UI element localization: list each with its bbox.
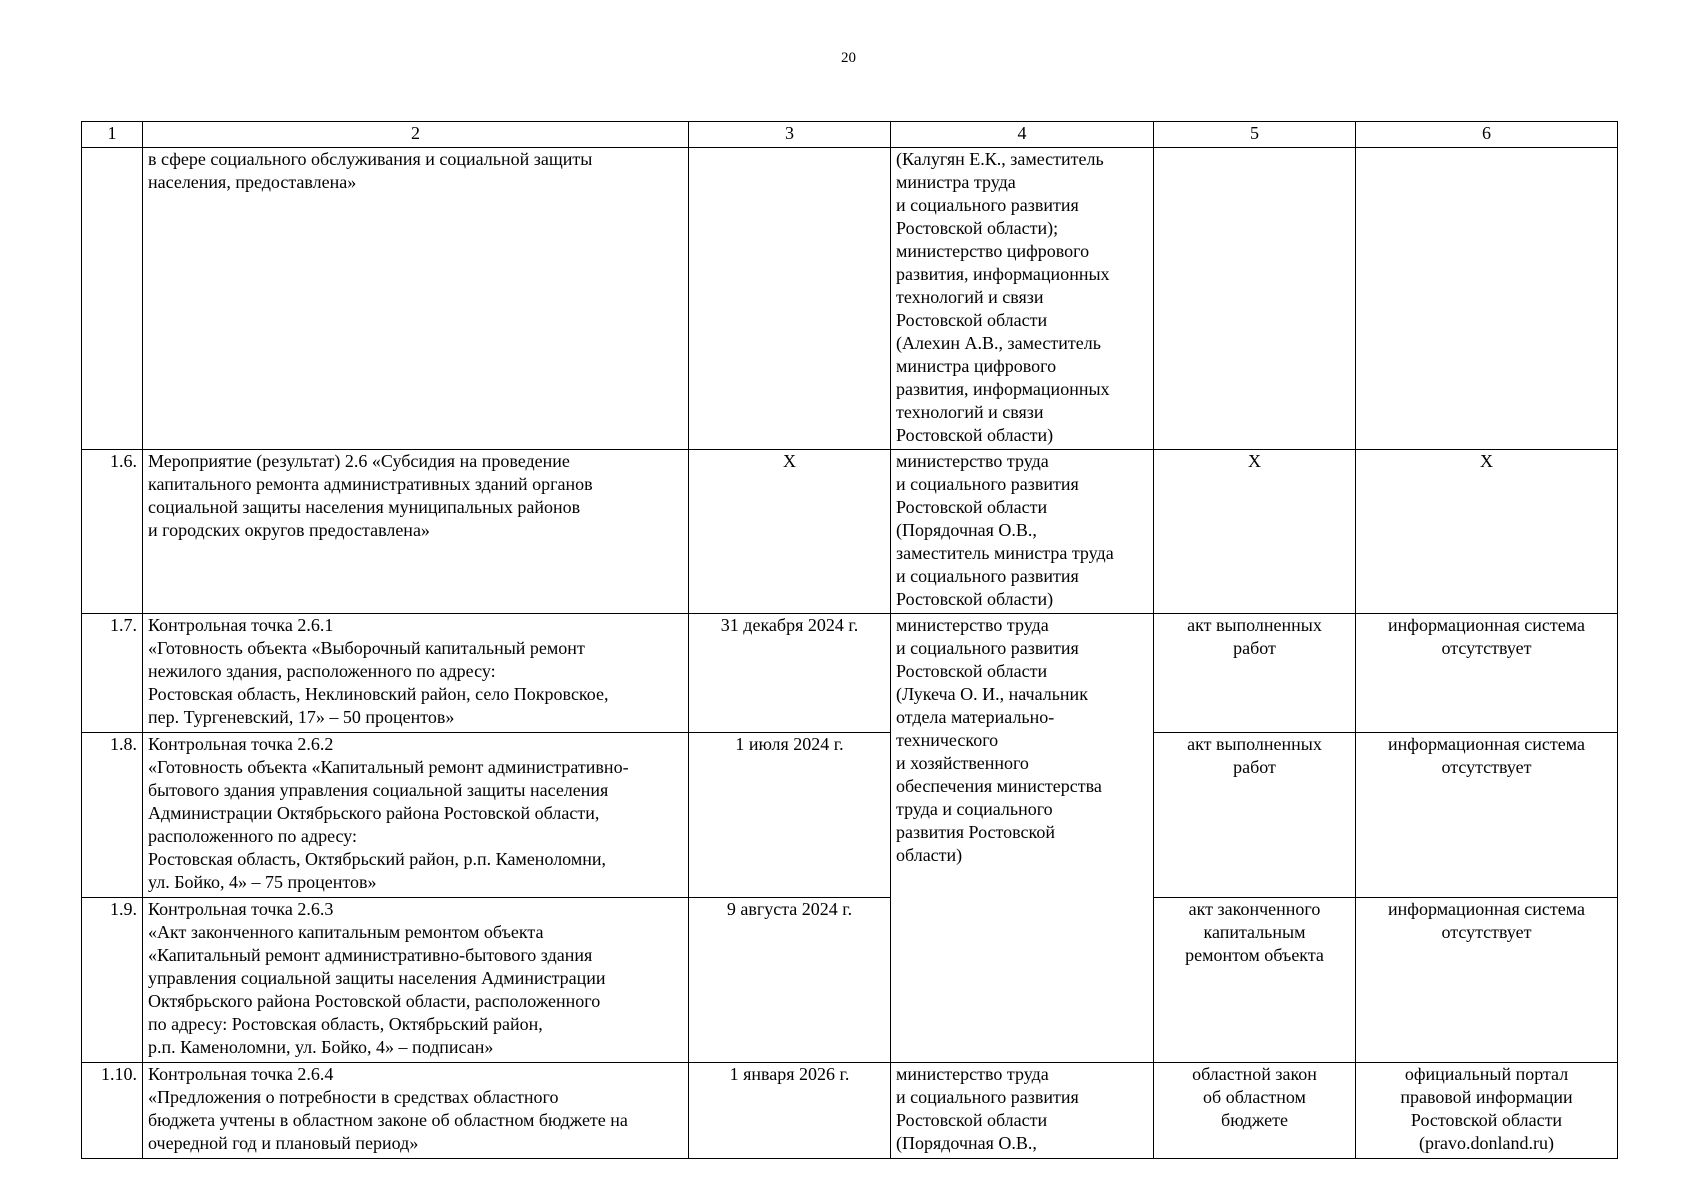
header-cell: 5 (1154, 122, 1356, 148)
row-name: Контрольная точка 2.6.3 «Акт законченного капитальным ремонтом объекта «Капитальный ремонт административно-бытового здания управления социальной защиты населения Администрации Октябрьского района Ростовской области, расположенного по адресу: Ростовская область, Октябрьский район, р.п. Каменоломни, ул. Бойко, 4» – подписан» (143, 898, 689, 1063)
activities-table (81, 121, 1618, 1159)
row-system: информационная система отсутствует (1356, 614, 1618, 733)
row-document: Х (1154, 450, 1356, 614)
row-number: 1.9. (82, 898, 143, 1063)
row-date: 1 июля 2024 г. (689, 733, 891, 898)
header-cell: 4 (891, 122, 1154, 148)
table-row (82, 450, 1618, 614)
row-document (1154, 148, 1356, 450)
row-name: Контрольная точка 2.6.1 «Готовность объекта «Выборочный капитальный ремонт нежилого здания, расположенного по адресу: Ростовская область, Неклиновский район, село Покровское, пер. Тургеневский, 17» – 50 процентов» (143, 614, 689, 733)
header-cell: 2 (143, 122, 689, 148)
row-number: 1.6. (82, 450, 143, 614)
row-system: информационная система отсутствует (1356, 898, 1618, 1063)
table-row (82, 1063, 1618, 1159)
page-number: 20 (841, 50, 856, 66)
row-number: 1.8. (82, 733, 143, 898)
header-cell: 1 (82, 122, 143, 148)
row-name: Контрольная точка 2.6.2 «Готовность объекта «Капитальный ремонт административно- бытового здания управления социальной защиты населения Администрации Октябрьского района Ростовской области, расположенного по адресу: Ростовская область, Октябрьский район, р.п. Каменоломни, ул. Бойко, 4» – 75 процентов» (143, 733, 689, 898)
table-header-row (82, 122, 1618, 148)
row-number (82, 148, 143, 450)
row-responsible: (Калугян Е.К., заместитель министра труда и социального развития Ростовской области); министерство цифрового развития, информационных технологий и связи Ростовской области (Алехин А.В., заместитель министра цифрового развития, информационных технологий и связи Ростовской области) (891, 148, 1154, 450)
header-cell: 6 (1356, 122, 1618, 148)
table-row (82, 614, 1618, 733)
table-row (82, 733, 1618, 898)
row-date: 1 января 2026 г. (689, 1063, 891, 1159)
row-system: информационная система отсутствует (1356, 733, 1618, 898)
row-system: Х (1356, 450, 1618, 614)
row-responsible: министерство труда и социального развития Ростовской области (Порядочная О.В., (891, 1063, 1154, 1159)
row-name: Контрольная точка 2.6.4 «Предложения о потребности в средствах областного бюджета учтены в областном законе об областном бюджете на очередной год и плановый период» (143, 1063, 689, 1159)
row-document: акт выполненных работ (1154, 614, 1356, 733)
row-system (1356, 148, 1618, 450)
row-document: областной закон об областном бюджете (1154, 1063, 1356, 1159)
row-name: в сфере социального обслуживания и социальной защиты населения, предоставлена» (143, 148, 689, 450)
row-date: 9 августа 2024 г. (689, 898, 891, 1063)
row-document: акт законченного капитальным ремонтом объекта (1154, 898, 1356, 1063)
table-row (82, 898, 1618, 1063)
row-number: 1.7. (82, 614, 143, 733)
row-date: Х (689, 450, 891, 614)
row-number: 1.10. (82, 1063, 143, 1159)
table-row (82, 148, 1618, 450)
row-responsible: министерство труда и социального развития Ростовской области (Порядочная О.В., заместитель министра труда и социального развития Ростовской области) (891, 450, 1154, 614)
row-name: Мероприятие (результат) 2.6 «Субсидия на проведение капитального ремонта административных зданий органов социальной защиты населения муниципальных районов и городских округов предоставлена» (143, 450, 689, 614)
row-date: 31 декабря 2024 г. (689, 614, 891, 733)
row-document: акт выполненных работ (1154, 733, 1356, 898)
row-system: официальный портал правовой информации Ростовской области (pravo.donland.ru) (1356, 1063, 1618, 1159)
row-responsible: министерство труда и социального развития Ростовской области (Лукеча О. И., начальник отдела материально- технического и хозяйственного обеспечения министерства труда и социального развития Ростовской области) (891, 614, 1154, 1063)
row-date (689, 148, 891, 450)
header-cell: 3 (689, 122, 891, 148)
